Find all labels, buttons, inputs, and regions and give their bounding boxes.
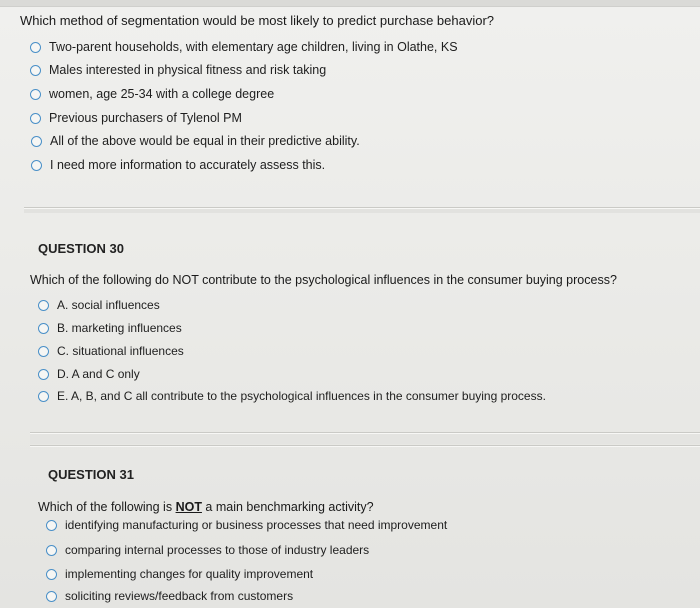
- q31-option-c[interactable]: [46, 566, 313, 582]
- divider: [30, 432, 700, 433]
- q30-option-d[interactable]: [38, 366, 140, 382]
- q29-option-c[interactable]: [30, 86, 274, 102]
- divider: [24, 207, 700, 208]
- q31-option-b[interactable]: [46, 542, 369, 558]
- option-label: Previous purchasers of Tylenol PM: [49, 111, 242, 125]
- radio-button[interactable]: [31, 136, 42, 147]
- option-label: C. situational influences: [57, 344, 184, 358]
- q31-text-before: Which of the following is: [38, 500, 176, 514]
- q31-title: QUESTION 31: [48, 467, 134, 482]
- radio-button[interactable]: [30, 89, 41, 100]
- option-label: All of the above would be equal in their predictive ability.: [50, 134, 360, 148]
- divider: [30, 445, 700, 446]
- q29-option-f[interactable]: [31, 157, 325, 173]
- q29-option-e[interactable]: [31, 133, 360, 149]
- q29-option-d[interactable]: [30, 110, 242, 126]
- option-label: E. A, B, and C all contribute to the psychological influences in the consumer buying process.: [57, 389, 546, 403]
- option-label: D. A and C only: [57, 367, 140, 381]
- radio-button[interactable]: [31, 160, 42, 171]
- q31-option-d[interactable]: [46, 588, 293, 604]
- q29-option-a[interactable]: [30, 39, 458, 55]
- option-label: I need more information to accurately assess this.: [50, 158, 326, 172]
- q31-question-text: [38, 499, 374, 515]
- option-label: Males interested in physical fitness and risk taking: [49, 63, 327, 77]
- option-label: B. marketing influences: [57, 321, 182, 335]
- radio-button[interactable]: [30, 65, 41, 76]
- q30-option-b[interactable]: [38, 320, 182, 336]
- option-label: identifying manufacturing or business processes that need improvement: [65, 518, 448, 532]
- option-label: Two-parent households, with elementary age children, living in Olathe, KS: [49, 40, 458, 54]
- q30-option-e[interactable]: [38, 388, 546, 404]
- option-label: soliciting reviews/feedback from customers: [65, 589, 294, 603]
- radio-button[interactable]: [30, 113, 41, 124]
- q30-title: QUESTION 30: [38, 241, 124, 256]
- option-label: A. social influences: [57, 298, 160, 312]
- q30-question-text: Which of the following do NOT contribute to the psychological influences in the consumer buying process?: [30, 273, 617, 287]
- option-label: women, age 25-34 with a college degree: [49, 87, 275, 101]
- option-label: comparing internal processes to those of industry leaders: [65, 543, 370, 557]
- radio-button[interactable]: [38, 300, 49, 311]
- radio-button[interactable]: [38, 323, 49, 334]
- q31-option-a[interactable]: [46, 517, 447, 533]
- radio-button[interactable]: [38, 391, 49, 402]
- q30-option-c[interactable]: [38, 343, 184, 359]
- radio-button[interactable]: [46, 520, 57, 531]
- q29-option-b[interactable]: [30, 62, 326, 78]
- radio-button[interactable]: [46, 591, 57, 602]
- radio-button[interactable]: [30, 42, 41, 53]
- q29-question-text: Which method of segmentation would be most likely to predict purchase behavior?: [20, 13, 495, 28]
- option-label: implementing changes for quality improvement: [65, 567, 314, 581]
- radio-button[interactable]: [46, 569, 57, 580]
- divider-band: [30, 434, 700, 444]
- top-edge: [0, 0, 700, 7]
- radio-button[interactable]: [46, 545, 57, 556]
- q31-text-after: a main benchmarking activity?: [201, 500, 374, 514]
- q31-text-emphasis: NOT: [175, 500, 202, 514]
- divider-band: [24, 209, 700, 213]
- radio-button[interactable]: [38, 369, 49, 380]
- radio-button[interactable]: [38, 346, 49, 357]
- q30-option-a[interactable]: [38, 297, 160, 313]
